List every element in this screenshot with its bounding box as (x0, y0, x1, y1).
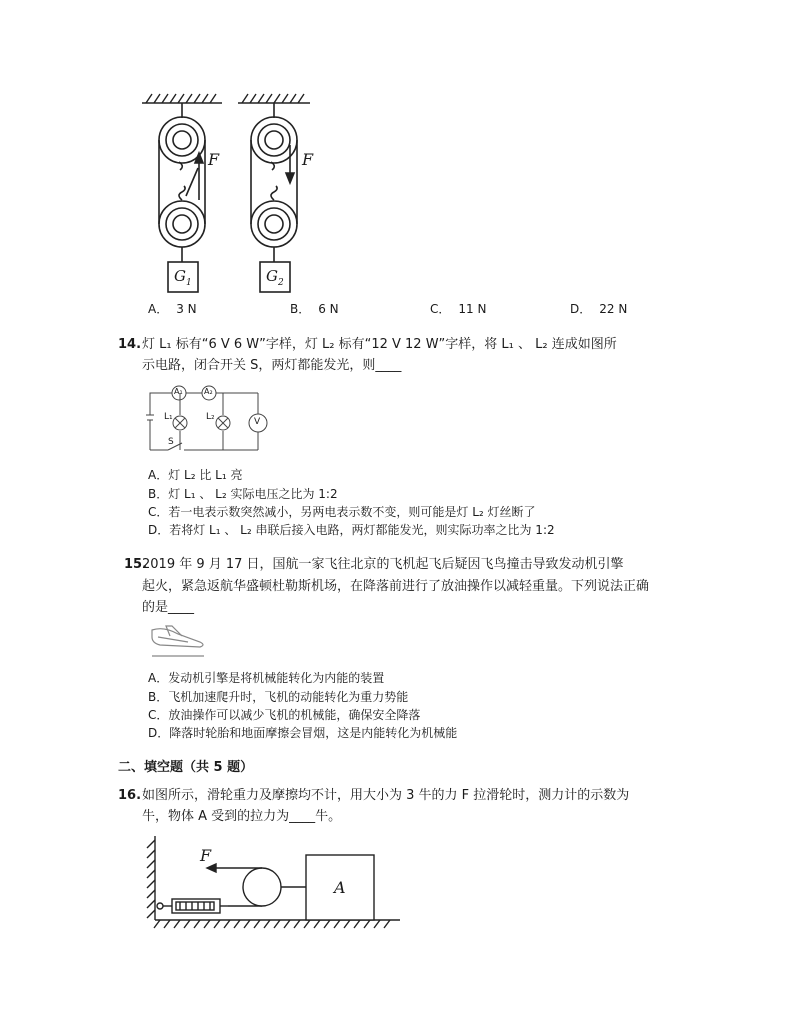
q15-option-c: C．放油操作可以减少飞机的机械能，确保安全降落 (148, 708, 421, 722)
q14-stem-line1: 灯 L₁ 标有“6 V 6 W”字样，灯 L₂ 标有“12 V 12 W”字样，将 L₁ 、 L₂ 连成如图所 (142, 337, 617, 352)
q14-option-d: D．若将灯 L₁ 、 L₂ 串联后接入电路，两灯都能发光，则实际功率之比为 1:2 (148, 523, 555, 537)
ammeter-1-label: A₁ (174, 387, 183, 396)
q14-option-b: B．灯 L₁ 、 L₂ 实际电压之比为 1:2 (148, 487, 338, 501)
q16-number: 16. (118, 788, 142, 803)
force-label-left: F (208, 150, 220, 169)
q14-stem-line2: 示电路，闭合开关 S，两灯都能发光，则____ (142, 358, 402, 373)
q15-number: 15. (124, 557, 148, 572)
q15-stem-line1: 2019 年 9 月 17 日，国航一家飞往北京的飞机起飞后疑因飞鸟撞击导致发动机引擎 (142, 557, 624, 572)
weight-label-1: $G_1$ (174, 267, 192, 288)
weight-label-2: $G_2$ (266, 267, 284, 288)
voltmeter-label: V (254, 417, 261, 427)
q15-option-a: A．发动机引擎是将机械能转化为内能的装置 (148, 671, 385, 685)
q13-option-c: C． 11 N (430, 302, 487, 316)
q15-stem-line3: 的是____ (142, 600, 195, 615)
q14-option-c: C．若一电表示数突然减小，另两电表示数不变，则可能是灯 L₂ 灯丝断了 (148, 505, 536, 519)
switch-label: S (168, 437, 174, 447)
q16-stem-line1: 如图所示，滑轮重力及摩擦均不计，用大小为 3 牛的力 F 拉滑轮时，测力计的示数为 (142, 788, 630, 803)
q13-option-d: D． 22 N (570, 302, 628, 316)
q13-option-a: A． 3 N (148, 302, 197, 316)
q15-option-d: D．降落时轮胎和地面摩擦会冒烟，这是内能转化为机械能 (148, 726, 458, 740)
q13-option-b: B． 6 N (290, 302, 339, 316)
q16-force-label: F (200, 846, 212, 865)
q14-option-a: A．灯 L₂ 比 L₁ 亮 (148, 468, 243, 482)
q16-stem-line2: 牛，物体 A 受到的拉力为____牛。 (142, 809, 342, 824)
lamp-2-label: L₂ (206, 412, 215, 422)
q15-stem-line2: 起火，紧急返航华盛顿杜勒斯机场，在降落前进行了放油操作以减轻重量。下列说法正确 (142, 579, 650, 594)
section-2-heading: 二、填空题（共 5 题） (118, 760, 254, 775)
q15-option-b: B．飞机加速爬升时，飞机的动能转化为重力势能 (148, 690, 409, 704)
q16-block-label: A (334, 878, 346, 897)
ammeter-2-label: A₂ (204, 387, 213, 396)
force-label-right: F (302, 150, 314, 169)
lamp-1-label: L₁ (164, 412, 173, 422)
q14-number: 14. (118, 337, 142, 352)
